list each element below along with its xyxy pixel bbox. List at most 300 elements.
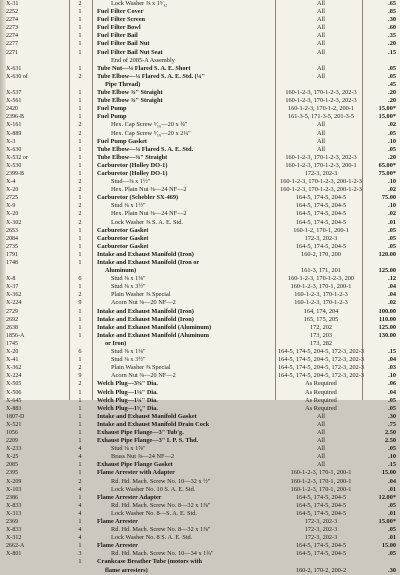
price-cell: .12 (388, 275, 396, 283)
table-row (6, 453, 396, 461)
part-number-cell: X-8 (6, 276, 16, 283)
table-row (6, 97, 396, 105)
part-number-cell: X-833 (6, 502, 22, 509)
description-cell: Intake and Exhaust Manifold (Iron) (97, 315, 194, 323)
part-number-cell: X-224 (6, 300, 22, 307)
price-cell: .20 (388, 40, 396, 48)
applies-to-cell: All (316, 453, 326, 461)
price-cell: .05 (388, 129, 396, 137)
part-number-cell: X-631 (6, 65, 22, 72)
price-cell: .06 (388, 380, 396, 388)
description-cell: Tube Elbow—⅜" Straight (97, 153, 168, 161)
table-row (6, 316, 396, 324)
parts-table (6, 0, 396, 575)
quantity-cell: 1 (78, 169, 82, 177)
quantity-cell: 1 (78, 469, 82, 477)
applies-to-cell: 160-1-2-3, 170-1-2-3, 200-1-2-3 (280, 186, 362, 194)
price-cell: .01 (388, 218, 396, 226)
part-number-cell: X-209 (6, 478, 22, 485)
quantity-cell: 1 (78, 234, 82, 242)
table-row (6, 235, 396, 243)
part-number-cell: 2271 (6, 49, 18, 56)
table-row (6, 73, 396, 81)
table-row (6, 49, 396, 57)
applies-to-cell: 160-1-2-3, 170-1, 200-1 (290, 477, 352, 485)
quantity-cell: 1 (78, 461, 82, 469)
price-cell: .04 (388, 388, 396, 396)
applies-to-cell: 164-5, 174-5, 204-5 (295, 202, 347, 210)
part-number-cell: 2277 (6, 41, 18, 48)
price-cell: 130.00 (378, 331, 396, 339)
quantity-cell: 4 (78, 501, 82, 509)
applies-to-cell: 164-5, 174-5, 204-5 (295, 194, 347, 202)
quantity-cell: 2 (78, 121, 82, 129)
description-cell: Welch Plug—1¼" Dia. (97, 396, 158, 404)
table-row (6, 0, 396, 8)
table-row (6, 550, 396, 558)
applies-to-cell: 161-3-5, 171-3-5, 201-3-5 (287, 113, 355, 121)
quantity-cell: 2 (78, 178, 82, 186)
part-number-cell: X-561 (6, 98, 22, 105)
quantity-cell: 1 (78, 8, 82, 16)
part-number-cell: X-801 (6, 551, 22, 558)
part-number-cell: 1807-D (6, 413, 25, 420)
applies-to-cell: 164, 174, 204 (303, 307, 339, 315)
applies-to-cell: 160-1-2-3, 170-1-2-3, 200-1-2-3 (280, 178, 362, 186)
quantity-cell: 1 (78, 242, 82, 250)
quantity-cell: 2 (78, 202, 82, 210)
part-number-cell: X-889 (6, 130, 22, 137)
table-row (6, 308, 396, 316)
price-cell: .10 (388, 137, 396, 145)
applies-to-cell: 160-1-2-3, 170-1-2-3, 202-3 (285, 89, 357, 97)
quantity-cell: 1 (78, 40, 82, 48)
description-cell: Stud ⅜ x 1½" (111, 202, 146, 210)
price-cell: .05 (388, 64, 396, 72)
price-cell: .20 (388, 153, 396, 161)
part-number-cell: X-233 (6, 446, 22, 453)
table-row (6, 389, 396, 397)
table-row (6, 324, 396, 332)
table-row (6, 478, 396, 486)
description-cell: Fuel Filter Bail (97, 32, 138, 40)
table-row (6, 510, 396, 518)
applies-to-cell: 172-3, 202-3 (304, 518, 338, 525)
price-cell: .02 (388, 121, 396, 129)
price-cell: .75 (388, 420, 396, 428)
price-cell: .05 (388, 404, 396, 412)
applies-to-cell: All (316, 420, 326, 428)
description-cell: Flame Arrester (97, 518, 138, 525)
part-number-cell: X-9 (6, 203, 16, 210)
price-cell: .01 (388, 485, 396, 493)
part-number-cell: X-530 (6, 162, 22, 169)
table-row (6, 534, 396, 542)
table-row (6, 299, 396, 307)
price-cell: .03 (388, 364, 396, 372)
price-cell: 15.00* (378, 105, 396, 113)
description-cell: Stud ⅜ x 1⅜" (111, 275, 146, 283)
description-cell: Plain Washer ⅜ Special (111, 364, 171, 372)
part-number-cell: X-41 (6, 357, 19, 364)
part-number-cell: 1745 (6, 340, 18, 347)
description-cell: Tube Elbow—¼ Flared S. A. E. Std. (¼" (97, 72, 205, 80)
part-number-cell: 2395 (6, 470, 18, 477)
table-row (6, 259, 396, 267)
description-cell: End of 2085-A Assembly (111, 56, 175, 64)
description-cell: Acorn Nut ⅜—20 NF—2 (111, 299, 176, 307)
description-cell: Exhaust Pipe Flange—3" Tub'g. (97, 428, 184, 436)
price-cell: .04 (388, 356, 396, 364)
table-row (6, 243, 396, 251)
price-cell: .05 (388, 226, 396, 234)
table-row (6, 494, 396, 502)
part-number-cell: X-645 (6, 397, 22, 404)
table-row (6, 267, 396, 275)
quantity-cell: 1 (78, 542, 82, 550)
part-number-cell: X-25 (6, 454, 19, 461)
applies-to-cell: As Required (305, 404, 337, 412)
table-row (6, 502, 396, 510)
part-number-cell: X-630 (6, 146, 22, 153)
quantity-cell: 1 (78, 331, 82, 339)
applies-to-cell: 164-5, 174-5, 204-5 (295, 210, 347, 218)
part-number-cell: 1856-A (6, 332, 25, 339)
applies-to-cell: 172, 202 (309, 323, 333, 331)
price-cell: .04 (388, 291, 396, 299)
table-row (6, 162, 396, 170)
description-cell: Acorn Nut ⅜—20 NF—2 (111, 372, 176, 380)
table-row (6, 356, 396, 364)
table-row (6, 445, 396, 453)
part-number-cell: 1791 (6, 251, 18, 258)
applies-to-cell: All (316, 145, 326, 153)
applies-to-cell: 160-1-2-3, 170-1-2-3, 200-1 (285, 161, 357, 169)
table-row (6, 178, 396, 186)
applies-to-cell: 165, 175, 205 (303, 315, 339, 323)
description-cell: Fuel Pump (97, 113, 127, 121)
applies-to-cell: All (316, 0, 326, 7)
description-cell: Pipe Thread) (105, 80, 141, 88)
description-cell: Lock Washer ⅜ S. A. E. Std. (111, 218, 183, 226)
description-cell: Welch Plug—3⅝" Dia. (97, 380, 158, 388)
applies-to-cell: 164-5, 174-5, 204-5 (295, 542, 347, 550)
description-cell: Intake and Exhaust Manifold (Iron) (97, 250, 194, 258)
applies-to-cell: 160-1-2-3, 170-1, 200-1 (290, 469, 352, 477)
part-number-cell: 2209 (6, 438, 18, 445)
applies-to-cell: 173, 203 (309, 331, 333, 339)
applies-to-cell: 164-5, 174-5, 204-5 (295, 493, 347, 501)
applies-to-cell: 164-5, 174-5, 204-5 (295, 550, 347, 558)
quantity-cell: 2 (78, 0, 82, 7)
quantity-cell: 1 (78, 16, 82, 24)
price-cell: 12.00* (378, 493, 396, 501)
description-cell: Intake and Exhaust Manifold (Aluminum (97, 331, 209, 339)
quantity-cell: 1 (78, 153, 82, 161)
quantity-cell: 1 (78, 113, 82, 121)
description-cell: Crankcase Breather Tube (motors with (97, 558, 203, 566)
quantity-cell: 2 (78, 380, 82, 388)
price-cell: .15 (388, 48, 396, 56)
price-cell: 110.00 (379, 315, 396, 323)
price-cell: .02 (388, 210, 396, 218)
applies-to-cell: All (316, 121, 326, 129)
price-cell: .65 (388, 0, 396, 7)
table-row (6, 65, 396, 73)
table-row (6, 81, 396, 89)
price-cell: 2.50 (384, 437, 396, 445)
applies-to-cell: All (316, 48, 326, 56)
quantity-cell: 1 (78, 307, 82, 315)
table-row (6, 348, 396, 356)
applies-to-cell: 172-3, 202-3 (304, 526, 338, 534)
description-cell: Fuel Pump Gasket (97, 137, 148, 145)
part-number-cell: 2735 (6, 243, 18, 250)
quantity-cell: 1 (78, 259, 82, 266)
quantity-cell: 1 (78, 24, 82, 32)
price-cell: .10 (388, 178, 396, 186)
description-cell: or Iron) (105, 339, 127, 347)
quantity-cell: 1 (78, 250, 82, 258)
table-row (6, 219, 396, 227)
quantity-cell: 1 (78, 105, 82, 113)
part-number-cell: 2399-B (6, 170, 24, 177)
quantity-cell: 2 (78, 129, 82, 137)
applies-to-cell: All (316, 24, 326, 32)
table-row (6, 138, 396, 146)
applies-to-cell: All (316, 40, 326, 48)
price-cell: .05 (388, 396, 396, 404)
part-number-cell: X-161 (6, 122, 22, 129)
applies-to-cell: 164-5, 174-5, 204-5, 172-3, 202-3 (278, 364, 365, 372)
part-number-cell: 1748 (6, 260, 18, 266)
applies-to-cell: All (316, 16, 326, 24)
price-cell: 125.00 (378, 267, 396, 275)
price-cell: 75.00* (378, 169, 396, 177)
applies-to-cell: 160-1-2, 170-1, 200-1 (293, 226, 349, 234)
price-cell: 15.00 (381, 542, 396, 550)
applies-to-cell: As Required (305, 380, 337, 388)
part-number-cell: 2692 (6, 316, 18, 323)
applies-to-cell: 164-5, 174-5, 204-5 (295, 242, 347, 250)
price-cell: .02 (388, 186, 396, 194)
quantity-cell: 1 (78, 64, 82, 72)
table-row (6, 486, 396, 494)
description-cell: Brass Nut ⅜—24 NF—2 (111, 453, 174, 461)
description-cell: Aluminum) (105, 267, 137, 275)
description-cell: Hex. Cap Screw ⁵⁄₁₆—20 x ¾" (111, 121, 188, 129)
description-cell: Carburetor (Schebler SX-469) (97, 194, 179, 202)
part-number-cell: 2638 (6, 324, 18, 331)
quantity-cell: 2 (78, 364, 82, 372)
table-row (6, 397, 396, 405)
description-cell: Fuel Filter Bail Nut Seat (97, 48, 163, 56)
description-cell: Lock Washer No. 8—S. A. E. Std. (111, 509, 197, 517)
quantity-cell: 2 (78, 218, 82, 226)
description-cell: Fuel Filter Bowl (97, 24, 141, 32)
price-cell: .85 (388, 8, 396, 16)
table-row (6, 405, 396, 413)
quantity-cell: 2 (78, 186, 82, 194)
quantity-cell: 1 (78, 388, 82, 396)
quantity-cell: 1 (78, 89, 82, 97)
table-row (6, 421, 396, 429)
part-number-cell: 2386 (6, 494, 18, 501)
description-cell: Carburetor Gasket (97, 234, 149, 242)
description-cell: Plain Washer ⅜ Special (111, 291, 171, 299)
price-cell: 125.00 (378, 323, 396, 331)
description-cell: Tube Elbow ⅜" Straight (97, 97, 163, 105)
part-number-cell: 2274 (6, 33, 18, 40)
table-row (6, 57, 396, 65)
description-cell: Fuel Filter Screen (97, 16, 146, 24)
applies-to-cell: 164-5, 174-5, 204-5, 172-3, 202-3 (278, 356, 365, 364)
price-cell: .04 (388, 283, 396, 291)
part-number-cell: X-31 (6, 1, 19, 7)
price-cell: .05 (388, 445, 396, 453)
price-cell: .05 (388, 242, 396, 250)
part-number-cell: 2252 (6, 9, 18, 16)
part-number-cell: X-37 (6, 284, 19, 291)
table-row (6, 170, 396, 178)
description-cell: flame arresters) (105, 566, 148, 574)
description-cell: Carburetor (Holley DO-1) (97, 169, 168, 177)
applies-to-cell: 160-1-2-3, 170-1-2-3, 202-3 (285, 97, 357, 105)
table-row (6, 40, 396, 48)
description-cell: Fuel Filter Cover (97, 8, 144, 16)
quantity-cell: 1 (78, 428, 82, 436)
part-number-cell: X-537 (6, 90, 22, 97)
applies-to-cell: All (316, 137, 326, 145)
quantity-cell: 1 (78, 283, 82, 291)
part-number-cell: 2729 (6, 308, 18, 315)
price-cell: .20 (388, 97, 396, 105)
table-row (6, 567, 396, 575)
quantity-cell: 1 (78, 145, 82, 153)
description-cell: Intake and Exhaust Manifold (Iron) (97, 307, 194, 315)
quantity-cell: 1 (78, 48, 82, 56)
table-row (6, 24, 396, 32)
part-number-cell: 2653 (6, 227, 18, 234)
price-cell: .05 (388, 550, 396, 558)
price-cell: .60 (388, 24, 396, 32)
quantity-cell: 4 (78, 485, 82, 493)
table-row (6, 202, 396, 210)
description-cell: Intake and Exhaust Manifold Gasket (97, 412, 197, 420)
quantity-cell: 2 (78, 72, 82, 80)
table-row (6, 227, 396, 235)
price-cell: .10 (388, 453, 396, 461)
quantity-cell: 2 (78, 210, 82, 218)
price-cell: .10 (388, 372, 396, 380)
description-cell: Fuel Pump (97, 105, 127, 113)
description-cell: Stud ⅜ x 1⅜" (111, 348, 146, 356)
part-number-cell: 2085 (6, 462, 18, 469)
table-row (6, 194, 396, 202)
price-cell: .45 (388, 80, 396, 88)
applies-to-cell: All (316, 461, 326, 469)
price-cell: .30 (388, 16, 396, 24)
table-row (6, 542, 396, 550)
applies-to-cell: 172-3, 202-3 (304, 169, 338, 177)
applies-to-cell: As Required (305, 388, 337, 396)
part-number-cell: X-312 (6, 535, 22, 542)
part-number-cell: X-506 (6, 389, 22, 396)
price-cell: 100.00 (378, 307, 396, 315)
part-number-cell: X-3 (6, 138, 16, 145)
price-cell: .30 (388, 566, 396, 574)
table-row (6, 437, 396, 445)
applies-to-cell: All (316, 8, 326, 16)
table-row (6, 121, 396, 129)
quantity-cell: 1 (78, 412, 82, 420)
applies-to-cell: 164-5, 174-5, 204-5 (295, 501, 347, 509)
table-row (6, 429, 396, 437)
applies-to-cell: 160-1-2-3, 170-1-2-3 (294, 299, 348, 307)
quantity-cell: 9 (78, 372, 82, 380)
description-cell: Rd. Hd. Mach. Screw No. 10—32 x ½" (111, 477, 211, 485)
description-cell: Flame Arrester (97, 542, 138, 550)
price-cell: 15.00 (381, 469, 396, 477)
table-row (6, 32, 396, 40)
table-row (6, 340, 396, 348)
description-cell: Hex. Plain Nut ⅜—24 NF—2 (111, 186, 187, 194)
quantity-cell: 1 (78, 315, 82, 323)
quantity-cell: 1 (78, 437, 82, 445)
table-row (6, 146, 396, 154)
table-row (6, 291, 396, 299)
applies-to-cell: 160-1-2-3, 170-1-2-3 (294, 291, 348, 299)
table-row (6, 105, 396, 113)
description-cell: Carburetor (Holley DO-1) (97, 161, 168, 169)
description-cell: Exhaust Pipe Flange Gasket (97, 461, 173, 469)
part-number-cell: 2662-A (6, 543, 25, 550)
part-number-cell: 2725 (6, 195, 18, 202)
description-cell: Hex. Plain Nut ⅜—24 NF—2 (111, 210, 187, 218)
applies-to-cell: 172-3, 202-3 (304, 534, 338, 542)
table-row (6, 283, 396, 291)
part-number-cell: X-302 (6, 219, 22, 226)
quantity-cell: 1 (78, 404, 82, 412)
quantity-cell: 1 (78, 356, 82, 364)
applies-to-cell: 164-5, 174-5, 204-5, 172-3, 202-3 (278, 348, 365, 356)
table-row (6, 89, 396, 97)
applies-to-cell: All (316, 445, 326, 453)
part-number-cell: X-532 or (6, 154, 28, 161)
applies-to-cell: 172-3, 202-3 (304, 234, 338, 242)
quantity-cell: 1 (78, 396, 82, 404)
price-cell: .10 (388, 202, 396, 210)
part-number-cell: 2273 (6, 25, 18, 32)
price-cell: .04 (388, 477, 396, 485)
part-number-cell: X-20 (6, 349, 19, 356)
description-cell: Flame Arrester Adapter (97, 493, 162, 501)
table-row (6, 364, 396, 372)
price-cell: 65.00* (378, 161, 396, 169)
quantity-cell: 1 (78, 137, 82, 145)
description-cell: Rd. Hd. Mach. Screw No. 8—32 x 1⅜" (111, 501, 211, 509)
applies-to-cell: All (316, 64, 326, 72)
description-cell: Lock Washer No. 10 S. A. E. Std. (111, 485, 196, 493)
description-cell: Exhaust Pipe Flange—3" I. P. S. Thd. (97, 437, 199, 445)
quantity-cell: 3 (78, 550, 82, 558)
part-number-cell: X-224 (6, 373, 22, 380)
description-cell: Tube Elbow—¼ Flared S. A. E. Std. (97, 145, 194, 153)
applies-to-cell: All (316, 72, 326, 80)
description-cell: Carburetor Gasket (97, 242, 149, 250)
applies-to-cell: As Required (305, 396, 337, 404)
price-cell: .20 (388, 89, 396, 97)
